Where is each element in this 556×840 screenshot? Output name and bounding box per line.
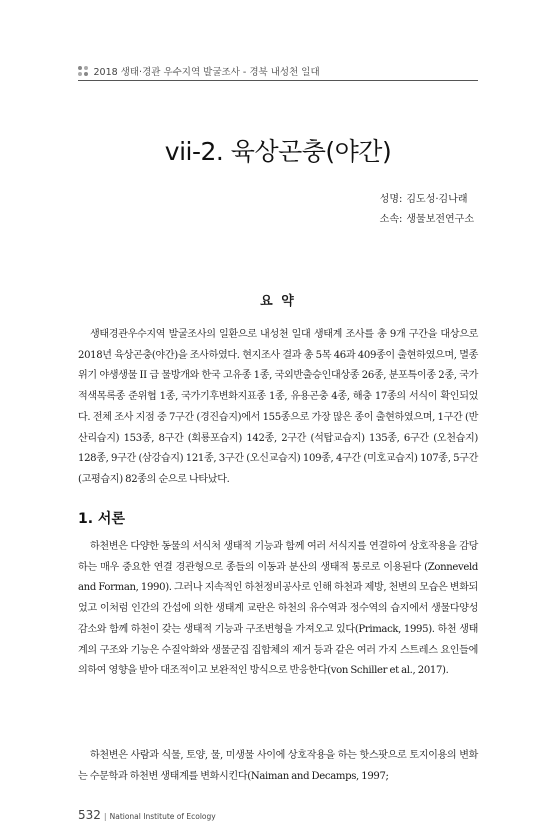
affiliation: 생물보전연구소 <box>406 214 474 225</box>
affiliation-label: 소속: <box>379 214 403 225</box>
header-dots-icon <box>78 66 88 76</box>
section-title: vii-2. 육상곤충(야간) <box>164 137 392 166</box>
summary-heading: 요 약 <box>260 294 296 309</box>
author-names-line <box>380 190 474 210</box>
author-block <box>380 190 474 230</box>
name-label: 성명: <box>379 194 403 205</box>
running-header <box>78 64 320 78</box>
intro-heading: 1. 서론 <box>78 511 125 527</box>
running-header-text: 2018 생태·경관 우수지역 발굴조사 - 경북 내성천 일대 <box>93 67 320 78</box>
header-divider <box>78 80 478 81</box>
footer-separator: | <box>103 812 107 821</box>
intro-paragraph-2: 하천변은 사람과 식물, 토양, 물, 미생물 사이에 상호작용을 하는 핫스팟으로 토지이용의 변화는 수문학과 하천변 생태계를 변화시킨다(Naiman and Decamps, 1997; <box>78 750 478 782</box>
affiliation-line <box>380 210 474 230</box>
page-footer <box>78 808 216 822</box>
author-names: 김도성·김나래 <box>406 194 468 205</box>
footer-institution: National Institute of Ecology <box>109 812 216 821</box>
page-number: 532 <box>78 808 101 822</box>
intro-paragraph-1: 하천변은 다양한 동물의 서식처 생태적 기능과 함께 여러 서식지를 연결하여 상호작용을 감당하는 매우 중요한 연결 경관형으로 종들의 이동과 분산의 생태적 통로로 이용된다 (Zonneveld and Forman, 1990). 그러나 지속적인 하천정비공사로 인해 하천과 제방, 천변의 모습은 변화되었고 이처럼 인간의 간섭에 의한 생태계 교란은 하천의 유수역과 정수역의 습지에서 생물다양성 감소와 함께 하천이 갖는 생태적 기능과 구조변형을 가져오고 있다(Primack, 1995). 하천 생태계의 구조와 기능은 수질악화와 생물군집 집합체의 제거 등과 같은 여러 가지 스트레스 요인들에 의하여 영향을 받아 대조적이고 보완적인 방식으로 반응한다(von Schiller et al., 2017). <box>78 541 478 677</box>
summary-paragraph: 생태경관우수지역 발굴조사의 일환으로 내성천 일대 생태계 조사를 총 9개 구간을 대상으로 2018년 육상곤충(야간)을 조사하였다. 현지조사 결과 총 5목 46과 409종이 출현하였으며, 멸종위기 야생생물 II 급 물방개와 한국 고유종 1종, 국외반출승인대상종 26종, 분포특이종 2종, 국가적색목록종 준위협 1종, 국가기후변화지표종 1종, 유용곤충 4종, 해충 17종의 서식이 확인되었다. 전체 조사 지점 중 7구간 (경진습지)에서 155종으로 가장 많은 종이 출현하였으며, 1구간 (반산리습지) 153종, 8구간 (회룡포습지) 142종, 2구간 (석탑교습지) 135종, 6구간 (오천습지) 128종, 9구간 (삼강습지) 121종, 3구간 (오신교습지) 109종, 4구간 (미호교습지) 107종, 5구간 (고평습지) 82종의 순으로 나타났다. <box>78 329 478 485</box>
